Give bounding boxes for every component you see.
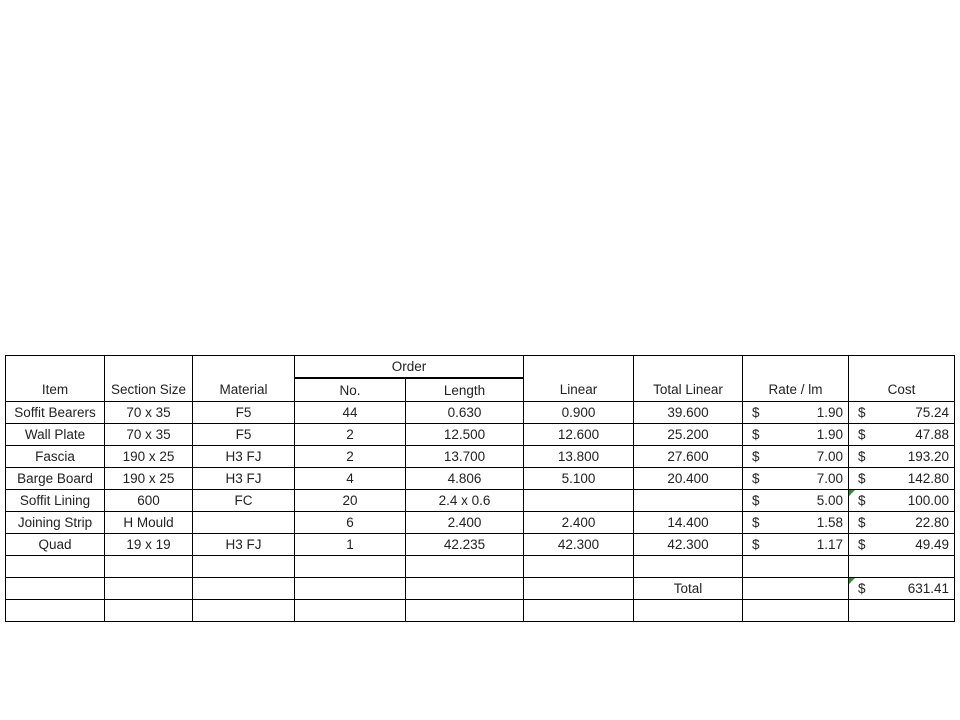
cost-value: 100.00 — [907, 493, 949, 508]
header-linear[interactable]: Linear — [524, 378, 634, 402]
cell-length[interactable]: 4.806 — [406, 468, 524, 490]
cell-no[interactable]: 20 — [295, 490, 406, 512]
cell-section-size[interactable]: 70 x 35 — [105, 424, 193, 446]
cell-rate[interactable] — [743, 402, 849, 424]
header-total-linear[interactable]: Total Linear — [634, 378, 743, 402]
cell-no[interactable]: 2 — [295, 424, 406, 446]
currency-symbol: $ — [858, 449, 866, 464]
cell-cost[interactable] — [849, 512, 955, 534]
cell-rate[interactable] — [743, 512, 849, 534]
cell-blank[interactable] — [406, 578, 524, 600]
cell-item[interactable]: Soffit Lining — [6, 490, 105, 512]
cell-blank[interactable] — [6, 556, 105, 578]
header-cost[interactable]: Cost — [849, 378, 955, 402]
cell-blank[interactable] — [105, 556, 193, 578]
cell-linear[interactable]: 5.100 — [524, 468, 634, 490]
header-rate[interactable]: Rate / lm — [743, 378, 849, 402]
cell-linear[interactable]: 13.800 — [524, 446, 634, 468]
cell-linear[interactable] — [524, 490, 634, 512]
rate-value: 7.00 — [816, 449, 843, 464]
cell-blank[interactable] — [406, 556, 524, 578]
rate-value: 1.58 — [816, 515, 843, 530]
table-row — [6, 534, 955, 556]
cell-blank[interactable] — [634, 356, 743, 379]
cell-rate[interactable] — [743, 468, 849, 490]
rate-value: 7.00 — [816, 471, 843, 486]
cell-material[interactable]: FC — [193, 490, 295, 512]
currency-symbol: $ — [752, 493, 760, 508]
table-row — [6, 512, 955, 534]
header-length[interactable]: Length — [406, 378, 524, 402]
cell-material[interactable]: H3 FJ — [193, 468, 295, 490]
cell-no[interactable]: 1 — [295, 534, 406, 556]
cell-material[interactable]: H3 FJ — [193, 534, 295, 556]
cell-linear[interactable]: 42.300 — [524, 534, 634, 556]
cell-length[interactable]: 2.4 x 0.6 — [406, 490, 524, 512]
cell-material[interactable]: F5 — [193, 402, 295, 424]
header-section-size[interactable]: Section Size — [105, 378, 193, 402]
cell-item[interactable]: Quad — [6, 534, 105, 556]
cell-material[interactable] — [193, 512, 295, 534]
cell-rate[interactable] — [743, 424, 849, 446]
currency-symbol: $ — [858, 405, 866, 420]
cell-blank[interactable] — [743, 578, 849, 600]
currency-symbol: $ — [752, 405, 760, 420]
cell-item[interactable]: Fascia — [6, 446, 105, 468]
cell-length[interactable]: 0.630 — [406, 402, 524, 424]
total-row — [6, 578, 955, 600]
rate-value: 1.90 — [816, 405, 843, 420]
cell-length[interactable]: 42.235 — [406, 534, 524, 556]
currency-symbol: $ — [858, 471, 866, 486]
cell-rate[interactable] — [743, 534, 849, 556]
cell-total-linear[interactable]: 20.400 — [634, 468, 743, 490]
cell-blank[interactable] — [193, 556, 295, 578]
cell-blank[interactable] — [6, 578, 105, 600]
cell-total-linear[interactable]: 27.600 — [634, 446, 743, 468]
cell-blank[interactable] — [295, 600, 406, 622]
cell-blank[interactable] — [295, 578, 406, 600]
cell-total-linear[interactable]: 39.600 — [634, 402, 743, 424]
cost-value: 22.80 — [915, 515, 949, 530]
cell-blank[interactable] — [849, 600, 955, 622]
cell-blank[interactable] — [524, 356, 634, 379]
cell-length[interactable]: 2.400 — [406, 512, 524, 534]
cell-material[interactable]: F5 — [193, 424, 295, 446]
cell-no[interactable]: 4 — [295, 468, 406, 490]
header-material[interactable]: Material — [193, 378, 295, 402]
cell-no[interactable]: 44 — [295, 402, 406, 424]
cell-total-linear[interactable]: 14.400 — [634, 512, 743, 534]
table-row — [6, 402, 955, 424]
cell-blank[interactable] — [105, 578, 193, 600]
data-rows — [6, 402, 955, 556]
cell-rate[interactable] — [743, 446, 849, 468]
cost-value: 193.20 — [907, 449, 949, 464]
error-flag-icon — [849, 578, 855, 584]
cell-cost[interactable] — [849, 490, 955, 512]
header-row-group — [6, 356, 955, 379]
table-row — [6, 446, 955, 468]
cell-section-size[interactable]: H Mould — [105, 512, 193, 534]
cell-linear[interactable]: 12.600 — [524, 424, 634, 446]
currency-symbol: $ — [858, 581, 866, 596]
total-amount: 631.41 — [907, 581, 949, 596]
cell-blank[interactable] — [849, 556, 955, 578]
cell-item[interactable]: Joining Strip — [6, 512, 105, 534]
empty-row — [6, 600, 955, 622]
rate-value: 1.90 — [816, 427, 843, 442]
header-item[interactable]: Item — [6, 378, 105, 402]
table-row — [6, 424, 955, 446]
cell-blank[interactable] — [105, 356, 193, 379]
error-flag-icon — [849, 490, 855, 496]
currency-symbol: $ — [752, 471, 760, 486]
cell-blank[interactable] — [743, 556, 849, 578]
currency-symbol: $ — [752, 427, 760, 442]
currency-symbol: $ — [752, 515, 760, 530]
cell-section-size[interactable]: 190 x 25 — [105, 446, 193, 468]
cell-section-size[interactable]: 190 x 25 — [105, 468, 193, 490]
empty-row — [6, 556, 955, 578]
currency-symbol: $ — [858, 537, 866, 552]
cost-value: 75.24 — [915, 405, 949, 420]
cell-blank[interactable] — [524, 600, 634, 622]
cell-blank[interactable] — [295, 556, 406, 578]
currency-symbol: $ — [752, 449, 760, 464]
cell-cost[interactable] — [849, 424, 955, 446]
cell-item[interactable]: Wall Plate — [6, 424, 105, 446]
cell-blank[interactable] — [193, 600, 295, 622]
cost-value: 142.80 — [907, 471, 949, 486]
rate-value: 1.17 — [816, 537, 843, 552]
cell-blank[interactable] — [6, 356, 105, 379]
cell-item[interactable]: Soffit Bearers — [6, 402, 105, 424]
cell-total-linear[interactable]: 42.300 — [634, 534, 743, 556]
header-order-group[interactable]: Order — [295, 356, 524, 379]
cell-no[interactable]: 2 — [295, 446, 406, 468]
cell-material[interactable]: H3 FJ — [193, 446, 295, 468]
cost-value: 47.88 — [915, 427, 949, 442]
cell-blank[interactable] — [634, 600, 743, 622]
cell-blank[interactable] — [6, 600, 105, 622]
cell-cost[interactable] — [849, 534, 955, 556]
rate-value: 5.00 — [816, 493, 843, 508]
cell-section-size[interactable]: 70 x 35 — [105, 402, 193, 424]
cell-cost[interactable] — [849, 446, 955, 468]
header-no[interactable]: No. — [295, 378, 406, 402]
cell-no[interactable]: 6 — [295, 512, 406, 534]
cell-blank[interactable] — [524, 578, 634, 600]
cell-blank[interactable] — [193, 578, 295, 600]
cell-total-linear[interactable]: 25.200 — [634, 424, 743, 446]
currency-symbol: $ — [858, 515, 866, 530]
cell-rate[interactable] — [743, 490, 849, 512]
cell-cost[interactable] — [849, 468, 955, 490]
cell-section-size[interactable]: 600 — [105, 490, 193, 512]
cell-section-size[interactable]: 19 x 19 — [105, 534, 193, 556]
currency-symbol: $ — [858, 427, 866, 442]
cell-blank[interactable] — [849, 356, 955, 379]
cell-blank[interactable] — [524, 556, 634, 578]
cell-length[interactable]: 13.700 — [406, 446, 524, 468]
cost-estimate-table — [5, 355, 955, 622]
cell-blank[interactable] — [634, 556, 743, 578]
table-row — [6, 468, 955, 490]
cell-blank[interactable] — [193, 356, 295, 379]
cell-blank[interactable] — [743, 356, 849, 379]
cell-item[interactable]: Barge Board — [6, 468, 105, 490]
currency-symbol: $ — [858, 493, 866, 508]
cost-value: 49.49 — [915, 537, 949, 552]
cell-blank[interactable] — [105, 600, 193, 622]
cell-cost[interactable] — [849, 402, 955, 424]
table-row — [6, 490, 955, 512]
header-row-columns — [6, 378, 955, 402]
cell-linear[interactable]: 2.400 — [524, 512, 634, 534]
total-amount-cell[interactable] — [849, 578, 955, 600]
cell-length[interactable]: 12.500 — [406, 424, 524, 446]
cell-linear[interactable]: 0.900 — [524, 402, 634, 424]
cell-blank[interactable] — [743, 600, 849, 622]
cell-blank[interactable] — [406, 600, 524, 622]
currency-symbol: $ — [752, 537, 760, 552]
cell-total-linear[interactable] — [634, 490, 743, 512]
total-label[interactable]: Total — [634, 578, 743, 600]
